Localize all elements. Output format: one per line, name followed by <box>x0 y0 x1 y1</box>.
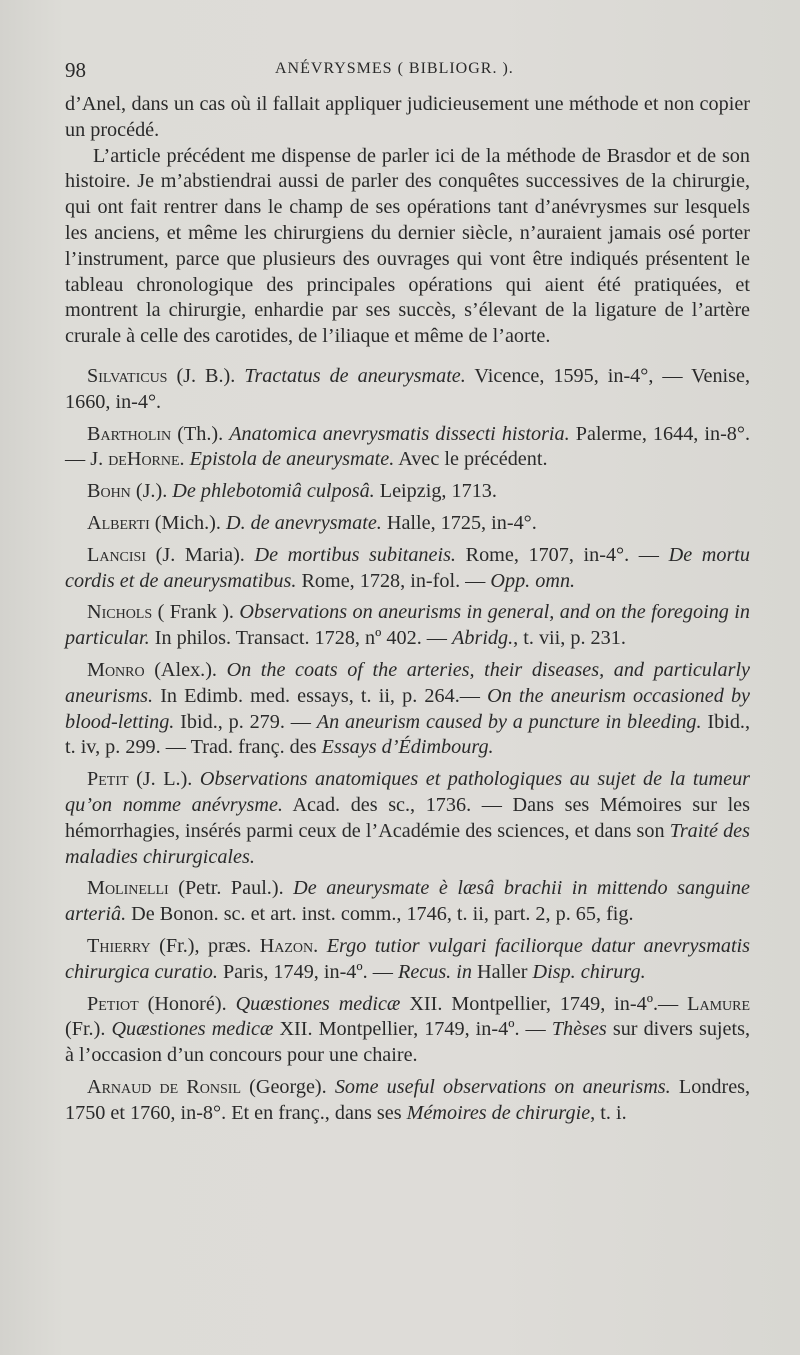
entry-details-secondary: Avec le précédent. <box>398 448 548 471</box>
entry-initials: (J.). <box>135 480 168 503</box>
entry-author: Bohn <box>87 480 131 503</box>
entry-title: Ergo tutior vulgari faciliorque datur anevrysmatis chirurgica curatio. <box>65 934 751 983</box>
entry-details: Paris, 1749, in-4º. — <box>222 960 393 983</box>
entry-title-tertiary: Opp. omn. <box>490 569 576 592</box>
entry-details-secondary: Ibid., p. 279. — <box>180 710 311 733</box>
entry-initials: (Petr. Paul.). <box>178 877 284 900</box>
entry-author: Petiot <box>87 992 139 1015</box>
entry-initials: (Fr.), præs. <box>159 934 252 957</box>
entry-details-secondary: , t. i. <box>590 1101 627 1124</box>
paragraph-intro: L’article précédent me dispense de parler ici de la méthode de Brasdor et de son histoire. Je m’abstiendrai aussi de parler des conquêtes successives de la chirurgie, qui ont fait rentrer dans le champ de ses opérations tant d’anévrysmes sur lesquels les anciens, et même les chirurgiens du dernier siècle, n’auraient jamais osé porter l’instrument, parce que plusieurs des ouvrages qui vont être indiqués présentent le tableau chronologique des principales opérations qui aient été pratiquées, et montrent la chirurgie, enhardie par ses succès, s’élevant de la ligature de l’artère crurale à celle des carotides, de l’iliaque et même de l’aorte. <box>65 144 750 348</box>
entry-title-tertiary: Thèses <box>551 1018 607 1041</box>
entry-title: D. de anevrysmate. <box>225 511 382 534</box>
entry-details: XII. Montpellier, 1749, in-4º.— <box>409 992 679 1015</box>
entry-author: Thierry <box>87 934 151 957</box>
entry-author: Molinelli <box>87 877 169 900</box>
entry-details-secondary: XII. Montpellier, 1749, in-4º. — <box>279 1018 546 1041</box>
bibliography-entry <box>65 876 750 928</box>
entry-author: Lancisi <box>87 543 147 566</box>
entry-author-prefix: de <box>108 448 127 471</box>
entry-details: De Bonon. sc. et art. inst. comm., 1746, t. ii, part. 2, p. 65, fig. <box>131 903 634 926</box>
entry-details: In Edimb. med. essays, t. ii, p. 264.— <box>160 684 480 707</box>
entry-title-secondary: Recus. in <box>397 960 472 983</box>
entry-details: In philos. Transact. 1728, nº 402. — <box>154 627 447 650</box>
entry-details: Palerme, 1644, in-8°. — J. <box>65 422 751 471</box>
entry-initials: (Th.). <box>177 422 224 445</box>
entry-author: Petit <box>87 768 129 791</box>
entry-author: Bartholin <box>87 422 172 445</box>
entry-author-prefix: Arnaud <box>87 1075 152 1098</box>
entry-author: Alberti <box>87 511 150 534</box>
entry-initials: (J. L.). <box>136 768 193 791</box>
entry-details-secondary: Haller <box>477 960 528 983</box>
entry-initials-secondary: (Fr.). <box>65 1018 106 1041</box>
page-header <box>65 58 738 88</box>
entry-author-secondary: Hazon. <box>259 934 319 957</box>
entry-title-secondary: Mémoires de chirurgie <box>406 1101 591 1124</box>
bibliography-entry <box>65 1075 750 1127</box>
entry-title: Observations anatomiques et pathologiques au sujet de la tumeur qu’on nomme anévrysme. <box>65 768 751 816</box>
bibliography-entry <box>65 422 750 474</box>
entry-title: On the coats of the arteries, their diseases, and particularly aneurisms. <box>65 658 751 707</box>
body-text <box>65 92 750 1126</box>
bibliography-entry <box>65 934 750 986</box>
entry-details: Acad. des sc., 1736. — Dans ses Mémoires sur les hémorrhagies, insérés parmi ceux de l’Académie des sciences, et dans son <box>65 793 750 842</box>
entry-initials: (J. Maria). <box>155 543 245 566</box>
entry-title-secondary: Epistola de aneurysmate. <box>189 448 395 471</box>
bibliography-entry <box>65 543 750 595</box>
entry-title: De mortibus subitaneis. <box>254 543 456 566</box>
entry-details-tertiary: sur divers sujets, à l’occasion d’un concours pour une chaire. <box>65 1018 751 1067</box>
entry-title-secondary: On the aneurism occasioned by blood-letting. <box>65 684 751 733</box>
entry-title-secondary: Traité des maladies chirurgicales. <box>65 819 750 868</box>
entry-author: Silvaticus <box>87 364 168 387</box>
entry-title: Some useful observations on aneurisms. <box>334 1075 671 1098</box>
entry-initials: ( Frank ). <box>157 601 234 624</box>
entry-title-tertiary: An aneurism caused by a puncture in bleeding. <box>316 710 702 733</box>
bibliography-entry <box>65 767 750 870</box>
entry-title-quaternary: Essays d’Édimbourg. <box>321 736 494 759</box>
entry-initials: (George). <box>249 1075 327 1098</box>
entry-title: Anatomica anevrysmatis dissecti historia. <box>229 422 570 445</box>
entry-details: Halle, 1725, in-4°. <box>386 511 537 534</box>
entry-author-secondary: Lamure <box>687 992 751 1015</box>
entry-details: Vicence, 1595, in-4°, — Venise, 1660, in-4°. <box>65 364 751 413</box>
entry-details: Rome, 1707, in-4°. — <box>465 543 659 566</box>
bibliography-entry <box>65 992 750 1069</box>
entry-title: De aneurysmate è læsâ brachii in mittendo sanguine arteriâ. <box>65 877 750 926</box>
entry-details: Londres, 1750 et 1760, in-8°. Et en franç., dans ses <box>65 1075 751 1124</box>
entry-title: De phlebotomiâ culposâ. <box>172 480 375 503</box>
entry-initials: (J. B.). <box>176 364 236 387</box>
entry-details: Leipzig, 1713. <box>379 480 497 503</box>
entry-author: Nichols <box>87 601 153 624</box>
entry-title: Quæstiones medicæ <box>235 992 401 1015</box>
bibliography-entry <box>65 511 750 537</box>
entry-details-tertiary: Ibid., t. iv, p. 299. — Trad. franç. des <box>65 710 751 759</box>
entry-title-secondary: Quæstiones medicæ <box>111 1018 274 1041</box>
entry-author-secondary: Horne. <box>126 448 185 471</box>
paragraph-continuation: d’Anel, dans un cas où il fallait appliquer judicieusement une méthode et non copier un procédé. <box>65 93 750 141</box>
entry-initials: (Honoré). <box>147 992 227 1015</box>
bibliography-entry <box>65 600 750 652</box>
entry-initials: (Alex.). <box>154 658 217 681</box>
bibliography-entry <box>65 658 750 761</box>
entry-initials: (Mich.). <box>154 511 221 534</box>
entry-title-tertiary: Disp. chirurg. <box>532 960 646 983</box>
bibliography-entry <box>65 364 750 416</box>
entry-title-secondary: De mortu cordis et de aneurysmatibus. <box>65 543 750 592</box>
entry-author: Monro <box>87 658 145 681</box>
entry-author-particle: de <box>159 1075 179 1098</box>
entry-details-secondary: Rome, 1728, in-fol. — <box>301 569 486 592</box>
bibliography-entry <box>65 479 750 505</box>
entry-details-secondary: , t. vii, p. 231. <box>513 627 626 650</box>
entry-author: Ronsil <box>186 1075 241 1098</box>
entry-title-secondary: Abridg. <box>452 627 514 650</box>
running-title: ANÉVRYSMES ( BIBLIOGR. ). <box>275 60 514 77</box>
entry-title: Tractatus de aneurysmate. <box>244 364 466 387</box>
entry-title: Observations on aneurisms in general, and on the foregoing in particular. <box>65 601 750 650</box>
page-number: 98 <box>65 58 86 82</box>
